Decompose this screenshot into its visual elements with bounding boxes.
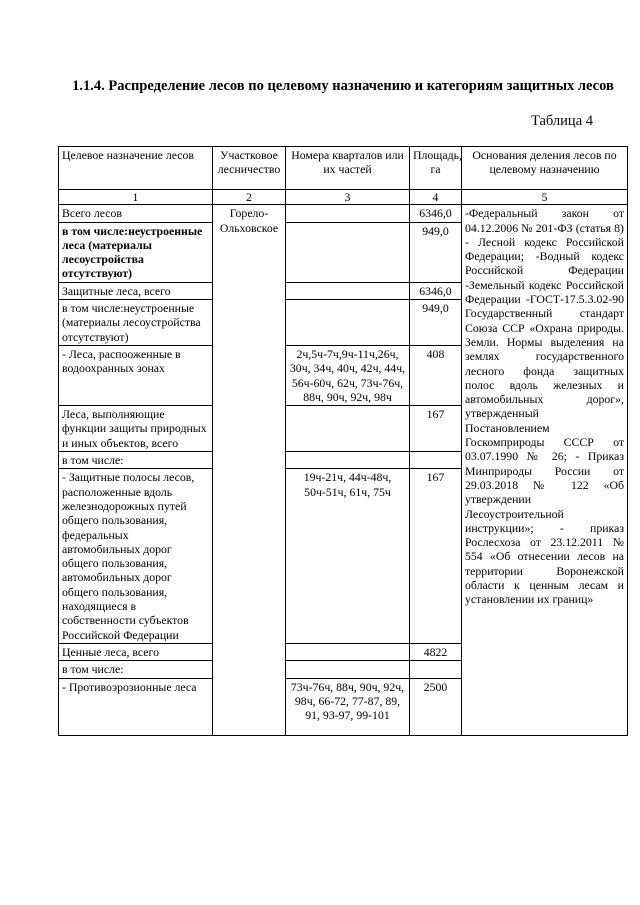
row-area xyxy=(410,452,462,469)
col-number: 2 xyxy=(213,190,286,205)
row-name: в том числе:неустроенные леса (материалы лесоустройства отсутствуют) xyxy=(59,222,213,282)
row-area: 949,0 xyxy=(410,222,462,282)
row-name: - Защитные полосы лесов, расположенные вдоль железнодорожных путей общего пользования, федеральных автомобильных дорог общего пользования, автомобильных дорог общего пользования, находящиеся в собственности субъектов Российской Федерации xyxy=(59,469,213,644)
column-number-row xyxy=(59,190,628,205)
header-area: Площадь, га xyxy=(410,147,462,190)
col-number: 4 xyxy=(410,190,462,205)
row-name: - Противоэрозионные леса xyxy=(59,678,213,735)
row-quarters xyxy=(286,222,410,282)
forestry-cell: Горело-Ольховское xyxy=(213,205,286,735)
row-area: 6346,0 xyxy=(410,205,462,222)
header-forestry: Участковое лесничество xyxy=(213,147,286,190)
row-area xyxy=(410,661,462,678)
col-number: 5 xyxy=(462,190,628,205)
header-quarters: Номера кварталов или их частей xyxy=(286,147,410,190)
row-area: 949,0 xyxy=(410,300,462,346)
row-quarters xyxy=(286,406,410,452)
row-area: 2500 xyxy=(410,678,462,735)
table-row xyxy=(59,205,628,222)
row-name: Защитные леса, всего xyxy=(59,282,213,299)
header-row xyxy=(59,147,628,190)
row-area: 167 xyxy=(410,469,462,644)
row-name: в том числе: xyxy=(59,452,213,469)
row-quarters xyxy=(286,282,410,299)
row-name: в том числе: xyxy=(59,661,213,678)
row-area: 6346,0 xyxy=(410,282,462,299)
row-quarters xyxy=(286,205,410,222)
section-title: 1.1.4. Распределение лесов по целевому назначению и категориям защитных лесов xyxy=(72,78,614,94)
row-quarters xyxy=(286,452,410,469)
row-quarters xyxy=(286,643,410,660)
row-area: 408 xyxy=(410,345,462,405)
row-quarters xyxy=(286,661,410,678)
row-name: в том числе:неустроенные (материалы лесоустройства отсутствуют) xyxy=(59,300,213,346)
row-name: - Леса, распооженные в водоохранных зонах xyxy=(59,345,213,405)
row-quarters xyxy=(286,300,410,346)
row-quarters: 2ч,5ч-7ч,9ч-11ч,26ч, 30ч, 34ч, 40ч, 42ч, 44ч, 56ч-60ч, 62ч, 73ч-76ч, 88ч, 90ч, 92ч, 98ч xyxy=(286,345,410,405)
header-basis: Основания деления лесов по целевому назначению xyxy=(462,147,628,190)
col-number: 3 xyxy=(286,190,410,205)
table-caption: Таблица 4 xyxy=(530,113,593,129)
forest-distribution-table xyxy=(58,146,628,736)
basis-cell: -Федеральный закон от 04.12.2006 № 201-ФЗ (статья 8) - Лесной кодекс Российской Федерации; -Водный кодекс Российской Федерации -Земельный кодекс Российской Федерации -ГОСТ-17.5.3.02-90 Государственный стандарт Союза ССР «Охрана природы. Земли. Нормы выделения на землях государственного лесного фонда защитных полос вдоль железных и автомобильных дорог», утвержденный Постановлением Госкомприроды СССР от 03.07.1990 № 26; - Приказ Минприроды России от 29.03.2018 № 122 «Об утверждении Лесоустроительной инструкции»; - приказ Рослесхоза от 23.12.2011 № 554 «Об отнесении лесов на территории Воронежской области к ценным лесам и установлении их границ» xyxy=(462,205,628,735)
col-number: 1 xyxy=(59,190,213,205)
row-name: Всего лесов xyxy=(59,205,213,222)
row-quarters: 19ч-21ч, 44ч-48ч, 50ч-51ч, 61ч, 75ч xyxy=(286,469,410,644)
row-name: Ценные леса, всего xyxy=(59,643,213,660)
row-area: 4822 xyxy=(410,643,462,660)
header-purpose: Целевое назначение лесов xyxy=(59,147,213,190)
row-name: Леса, выполняющие функции защиты природных и иных объектов, всего xyxy=(59,406,213,452)
row-area: 167 xyxy=(410,406,462,452)
row-quarters: 73ч-76ч, 88ч, 90ч, 92ч, 98ч, 66-72, 77-87, 89, 91, 93-97, 99-101 xyxy=(286,678,410,735)
